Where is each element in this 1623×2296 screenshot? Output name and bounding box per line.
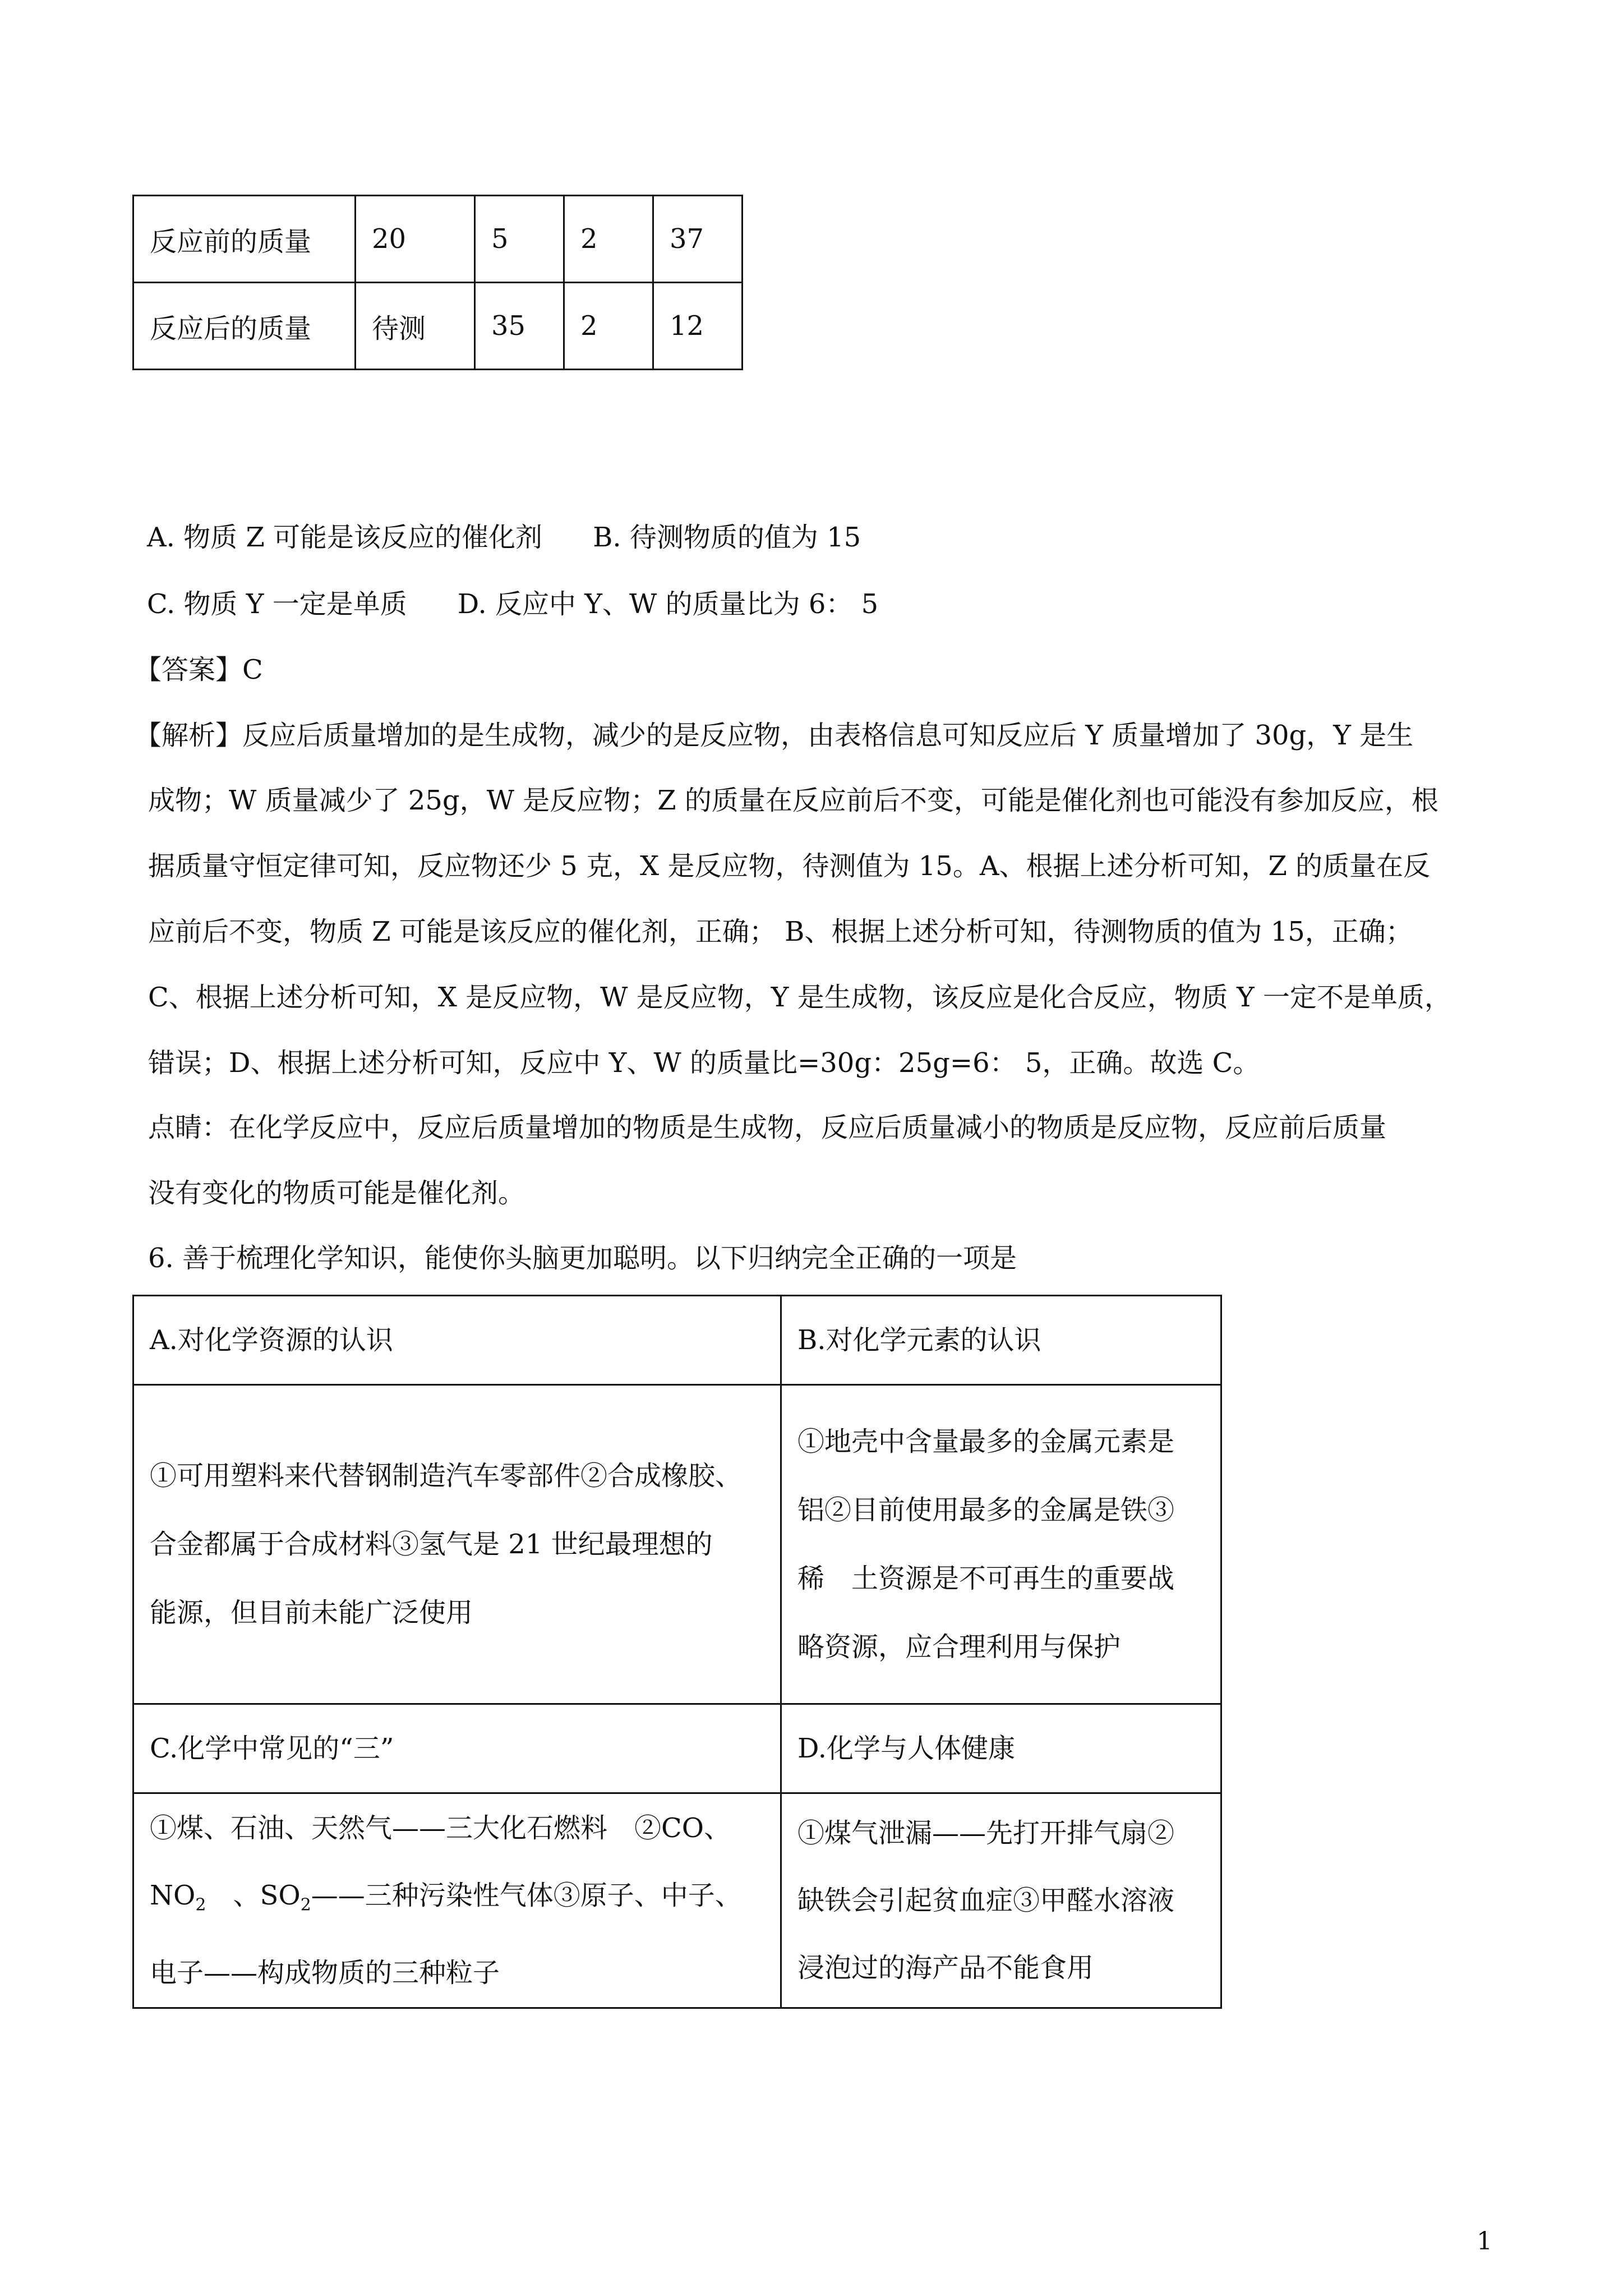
answer-value: C [242, 654, 263, 685]
option-d-body [781, 1793, 1221, 2008]
option-d-title: D.化学与人体健康 [781, 1704, 1221, 1793]
option-b-text: ①地壳中含量最多的金属元素是 铝②目前使用最多的金属是铁③ 稀 土资源是不可再生的重要战 略资源，应合理利用与保护 [797, 1426, 1175, 1663]
table-cell: 2 [564, 283, 653, 370]
option-a-title: A.对化学资源的认识 [133, 1296, 781, 1385]
table-cell: 待测 [356, 283, 475, 370]
q6-options-table [132, 1295, 1222, 2009]
table-row [133, 1296, 1221, 1385]
option-d-text: ①煤气泄漏——先打开排气扇② 缺铁会引起贫血症③甲醛水溶液 浸泡过的海产品不能食用 [797, 1818, 1175, 1984]
option-b: B. 待测物质的值为 15 [593, 522, 861, 553]
option-b-title: B.对化学元素的认识 [781, 1296, 1221, 1385]
option-a-text: ①可用塑料来代替钢制造汽车零部件②合成橡胶、 合金都属于合成材料③氢气是 21 世纪最理想的 能源，但目前未能广泛使用 [150, 1460, 743, 1628]
q6-stem: 6. 善于梳理化学知识，能使你头脑更加聪明。以下归纳完全正确的一项是 [148, 1243, 1017, 1274]
table-cell: 20 [356, 196, 475, 283]
table-cell: 5 [475, 196, 564, 283]
table-cell: 反应后的质量 [133, 283, 356, 370]
tip-line: 点睛：在化学反应中，反应后质量增加的物质是生成物，反应后质量减小的物质是反应物，反应前后质量 [148, 1112, 1387, 1143]
analysis-line: 应前后不变，物质 Z 可能是该反应的催化剂，正确； B、根据上述分析可知，待测物质的值为 15，正确； [148, 916, 1413, 947]
analysis-line: 据质量守恒定律可知，反应物还少 5 克，X 是反应物，待测值为 15。A、根据上述分析可知，Z 的质量在反 [148, 850, 1431, 882]
subscript: 2 [300, 1895, 311, 1915]
analysis-label: 【解析】 [135, 720, 243, 751]
analysis-text: 反应后质量增加的是生成物，减少的是反应物，由表格信息可知反应后 Y 质量增加了 30g，Y 是生 [242, 720, 1414, 751]
mass-data-table [132, 195, 743, 370]
table-cell: 反应前的质量 [133, 196, 356, 283]
analysis-line [135, 719, 1413, 752]
option-c-title: C.化学中常见的“三” [133, 1704, 781, 1793]
option-c-line: ①煤、石油、天然气——三大化石燃料 ②CO、 [150, 1812, 731, 1844]
option-c-text: ——三种污染性气体③原子、中子、 [311, 1880, 742, 1912]
formula-text: NO [150, 1880, 196, 1912]
option-c-body [133, 1793, 781, 2008]
page-number: 1 [1477, 2227, 1492, 2256]
option-b-body [781, 1385, 1221, 1704]
analysis-line: 成物；W 质量减少了 25g，W 是反应物；Z 的质量在反应前后不变，可能是催化剂也可能没有参加反应，根 [148, 785, 1438, 816]
analysis-line: C、根据上述分析可知，X 是反应物，W 是反应物，Y 是生成物，该反应是化合反应，物质 Y 一定不是单质， [148, 982, 1451, 1013]
q5-options-row-1 [147, 521, 861, 554]
table-cell: 2 [564, 196, 653, 283]
table-cell: 12 [653, 283, 743, 370]
table-row [133, 196, 743, 283]
option-c-line [150, 1862, 769, 1939]
formula-text: 、SO [206, 1880, 301, 1912]
table-row [133, 1385, 1221, 1704]
q5-options-row-2 [147, 587, 878, 621]
table-row [133, 1793, 1221, 2008]
table-row [133, 1704, 1221, 1793]
tip-line: 没有变化的物质可能是催化剂。 [148, 1177, 525, 1209]
option-a: A. 物质 Z 可能是该反应的催化剂 [147, 522, 543, 553]
option-c-line: 电子——构成物质的三种粒子 [150, 1957, 500, 1989]
table-row [133, 283, 743, 370]
analysis-line: 错误；D、根据上述分析可知，反应中 Y、W 的质量比=30g：25g=6： 5，正确。故选 C。 [148, 1047, 1260, 1079]
answer-line [135, 653, 263, 687]
option-d: D. 反应中 Y、W 的质量比为 6： 5 [457, 588, 879, 620]
table-cell: 37 [653, 196, 743, 283]
answer-label: 【答案】 [135, 654, 243, 685]
table-cell: 35 [475, 283, 564, 370]
subscript: 2 [195, 1895, 206, 1915]
option-a-body [133, 1385, 781, 1704]
option-c: C. 物质 Y 一定是单质 [147, 588, 407, 620]
